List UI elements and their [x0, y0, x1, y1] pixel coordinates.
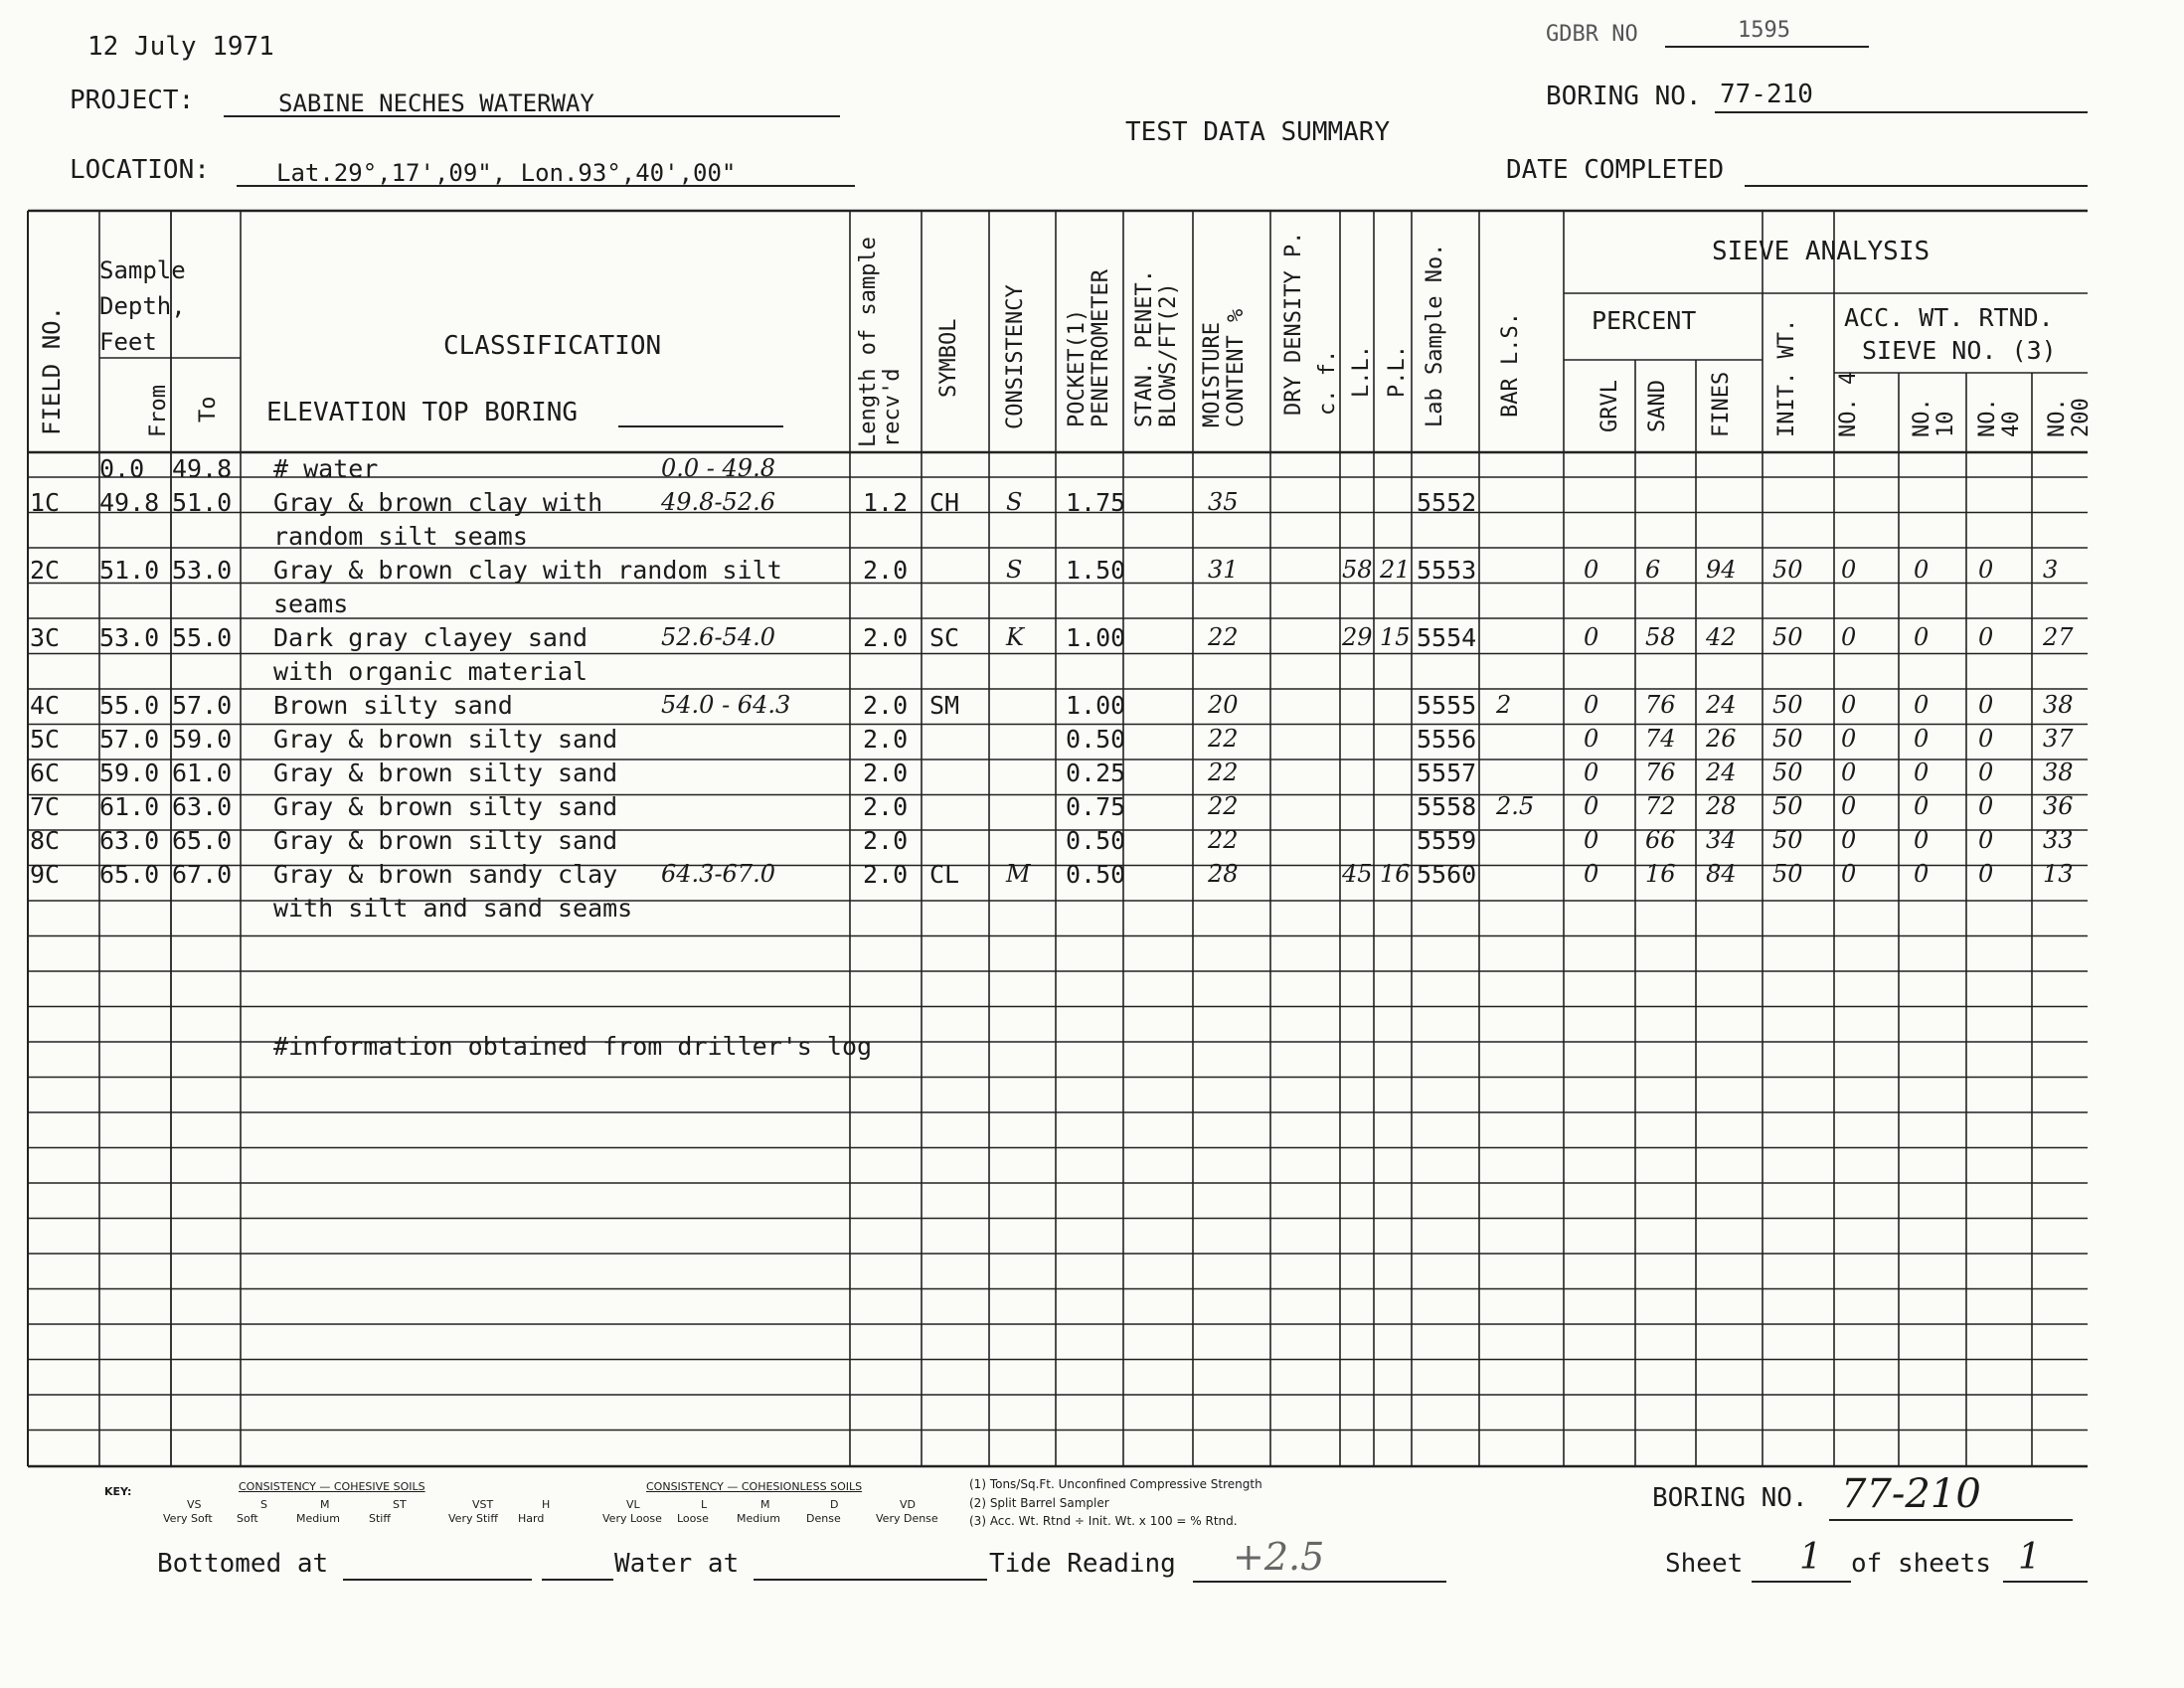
- report-title: TEST DATA SUMMARY: [1125, 117, 1391, 147]
- key-cohesive-name: Very Soft: [163, 1512, 213, 1525]
- cell-cons: K: [1006, 623, 1024, 651]
- cell-pocket: 0.50: [1066, 860, 1126, 889]
- header-from: From: [146, 385, 171, 437]
- cell-len: 2.0: [863, 860, 909, 889]
- header-ll: L.L.: [1349, 345, 1374, 398]
- cell-n4: 0: [1841, 691, 1857, 719]
- cell-moist: 22: [1208, 759, 1239, 786]
- cell-len: 2.0: [863, 725, 909, 754]
- cell-moist: 28: [1208, 860, 1239, 888]
- cell-moist: 22: [1208, 725, 1239, 753]
- cell-ll: 58: [1342, 556, 1373, 584]
- cell-to: 61.0: [172, 759, 233, 787]
- cell-lab: 5557: [1417, 759, 1477, 787]
- cell-sand: 16: [1645, 860, 1676, 888]
- cell-field: 3C: [30, 623, 61, 652]
- cell-n200: 37: [2043, 725, 2074, 753]
- cell-desc: # water: [273, 454, 379, 483]
- of-sheets-value: 1: [2018, 1537, 2041, 1578]
- cell-to: 57.0: [172, 691, 233, 720]
- cell-sym: CH: [929, 488, 960, 517]
- key-cohesionless-abbr: L: [701, 1498, 708, 1511]
- header-grvl: GRVL: [1597, 380, 1622, 432]
- cell-pl: 16: [1380, 860, 1411, 888]
- cell-from: 55.0: [99, 691, 160, 720]
- header-fines: FINES: [1709, 371, 1734, 437]
- cell-desc: random silt seams: [273, 522, 528, 551]
- cell-lab: 5560: [1417, 860, 1477, 889]
- cell-lab: 5559: [1417, 826, 1477, 855]
- cell-n200: 13: [2043, 860, 2074, 888]
- cell-moist: 31: [1208, 556, 1239, 584]
- header-init-wt: INIT. WT.: [1774, 318, 1799, 437]
- cell-pocket: 0.75: [1066, 792, 1126, 821]
- cell-init: 50: [1772, 725, 1803, 753]
- cell-n40: 0: [1978, 759, 1994, 786]
- cell-moist: 22: [1208, 792, 1239, 820]
- cell-desc: Gray & brown silty sand: [273, 759, 618, 787]
- cell-sym: SC: [929, 623, 960, 652]
- cell-from: 63.0: [99, 826, 160, 855]
- cell-n200: 33: [2043, 826, 2074, 854]
- cell-to: 49.8: [172, 454, 233, 483]
- cell-from: 53.0: [99, 623, 160, 652]
- cell-fines: 84: [1706, 860, 1737, 888]
- cell-bar: 2: [1496, 691, 1512, 719]
- cell-lab: 5552: [1417, 488, 1477, 517]
- cell-n4: 0: [1841, 725, 1857, 753]
- key-cohesionless-title: CONSISTENCY — COHESIONLESS SOILS: [646, 1480, 863, 1493]
- cell-desc: with silt and sand seams: [273, 894, 633, 923]
- cell-fines: 94: [1706, 556, 1737, 584]
- header-moisture: MOISTURE CONTENT %: [1200, 308, 1249, 427]
- cell-n10: 0: [1914, 792, 1930, 820]
- cell-lab: 5556: [1417, 725, 1477, 754]
- cell-fines: 24: [1706, 691, 1737, 719]
- cell-len: 1.2: [863, 488, 909, 517]
- cell-init: 50: [1772, 691, 1803, 719]
- cell-from: 49.8: [99, 488, 160, 517]
- cell-bar: 2.5: [1496, 792, 1535, 820]
- cell-n40: 0: [1978, 725, 1994, 753]
- header-pl: P.L.: [1385, 345, 1410, 398]
- cell-init: 50: [1772, 759, 1803, 786]
- cell-n4: 0: [1841, 623, 1857, 651]
- cell-n10: 0: [1914, 556, 1930, 584]
- key-cohesionless-abbr: VD: [900, 1498, 916, 1511]
- note-2: (2) Split Barrel Sampler: [969, 1496, 1109, 1510]
- cell-lab: 5558: [1417, 792, 1477, 821]
- key-cohesionless-abbr: D: [830, 1498, 839, 1511]
- cell-grvl: 0: [1584, 725, 1599, 753]
- key-cohesionless-abbr: M: [760, 1498, 770, 1511]
- cell-pocket: 1.00: [1066, 623, 1126, 652]
- cell-desc: with organic material: [273, 657, 588, 686]
- key-cohesionless-name: Loose: [677, 1512, 709, 1525]
- cell-pocket: 1.50: [1066, 556, 1126, 585]
- key-cohesive-name: Hard: [518, 1512, 545, 1525]
- cell-to: 59.0: [172, 725, 233, 754]
- cell-n200: 36: [2043, 792, 2074, 820]
- cell-sand: 6: [1645, 556, 1661, 584]
- footer-boring-value: 77-210: [1841, 1471, 1981, 1517]
- cell-ll: 45: [1342, 860, 1373, 888]
- header-bar: BAR L.S.: [1498, 312, 1523, 418]
- cell-desc: Gray & brown clay with: [273, 488, 603, 517]
- key-cohesive-name: Very Stiff: [448, 1512, 498, 1525]
- cell-sand: 72: [1645, 792, 1676, 820]
- header-stan: STAN. PENET. BLOWS/FT(2): [1132, 269, 1181, 427]
- header-acc-wt: ACC. WT. RTND.: [1844, 303, 2054, 332]
- cell-n4: 0: [1841, 759, 1857, 786]
- cell-n10: 0: [1914, 860, 1930, 888]
- header-to: To: [196, 396, 221, 422]
- cell-desc: Gray & brown silty sand: [273, 792, 618, 821]
- sheet-label: Sheet: [1665, 1549, 1744, 1579]
- cell-len: 2.0: [863, 759, 909, 787]
- cell-moist: 22: [1208, 623, 1239, 651]
- cell-to: 53.0: [172, 556, 233, 585]
- cell-desc: seams: [273, 590, 349, 618]
- cell-desc: Dark gray clayey sand: [273, 623, 588, 652]
- cell-init: 50: [1772, 623, 1803, 651]
- cell-desc: Gray & brown silty sand: [273, 826, 618, 855]
- header-no40: NO. 40: [1975, 398, 2024, 437]
- water-label: Water at: [614, 1549, 740, 1579]
- cell-desc-hw: 0.0 - 49.8: [661, 454, 775, 482]
- cell-len: 2.0: [863, 792, 909, 821]
- tide-label: Tide Reading: [989, 1549, 1176, 1579]
- cell-n40: 0: [1978, 623, 1994, 651]
- cell-n4: 0: [1841, 860, 1857, 888]
- cell-grvl: 0: [1584, 759, 1599, 786]
- project-label: PROJECT:: [70, 85, 195, 115]
- project-value: SABINE NECHES WATERWAY: [278, 89, 594, 117]
- key-cohesive-abbr: VS: [187, 1498, 202, 1511]
- cell-sand: 74: [1645, 725, 1676, 753]
- cell-fines: 24: [1706, 759, 1737, 786]
- header-sand: SAND: [1645, 380, 1670, 432]
- key-cohesive-title: CONSISTENCY — COHESIVE SOILS: [239, 1480, 425, 1493]
- cell-len: 2.0: [863, 623, 909, 652]
- cell-cons: M: [1006, 860, 1031, 888]
- cell-desc: Brown silty sand: [273, 691, 513, 720]
- cell-n40: 0: [1978, 860, 1994, 888]
- cell-init: 50: [1772, 860, 1803, 888]
- gdbr-label: GDBR NO: [1546, 22, 1638, 47]
- cell-n10: 0: [1914, 691, 1930, 719]
- cell-desc-hw: 49.8-52.6: [661, 488, 775, 516]
- cell-pocket: 0.25: [1066, 759, 1126, 787]
- cell-desc: Gray & brown sandy clay: [273, 860, 618, 889]
- cell-grvl: 0: [1584, 623, 1599, 651]
- cell-lab: 5555: [1417, 691, 1477, 720]
- cell-to: 55.0: [172, 623, 233, 652]
- cell-moist: 20: [1208, 691, 1239, 719]
- cell-pl: 21: [1380, 556, 1411, 584]
- key-cohesionless-name: Medium: [737, 1512, 780, 1525]
- cell-grvl: 0: [1584, 691, 1599, 719]
- cell-to: 51.0: [172, 488, 233, 517]
- footer-boring-label: BORING NO.: [1652, 1483, 1808, 1513]
- cell-field: 6C: [30, 759, 61, 787]
- cell-sand: 66: [1645, 826, 1676, 854]
- cell-n40: 0: [1978, 691, 1994, 719]
- cell-desc-hw: 52.6-54.0: [661, 623, 775, 651]
- cell-from: 65.0: [99, 860, 160, 889]
- cell-n200: 38: [2043, 759, 2074, 786]
- note-1: (1) Tons/Sq.Ft. Unconfined Compressive Strength: [969, 1477, 1262, 1491]
- cell-init: 50: [1772, 556, 1803, 584]
- cell-pl: 15: [1380, 623, 1411, 651]
- cell-cons: S: [1006, 556, 1023, 584]
- cell-len: 2.0: [863, 691, 909, 720]
- boring-value: 77-210: [1720, 80, 1813, 109]
- header-field-no: FIELD NO.: [38, 305, 66, 435]
- cell-n200: 27: [2043, 623, 2074, 651]
- cell-fines: 28: [1706, 792, 1737, 820]
- header-no4: NO. 4: [1836, 371, 1861, 437]
- cell-sym: SM: [929, 691, 960, 720]
- key-cohesionless-name: Very Dense: [876, 1512, 938, 1525]
- tide-value: +2.5: [1233, 1535, 1325, 1579]
- gdbr-value: 1595: [1738, 18, 1790, 43]
- cell-moist: 35: [1208, 488, 1239, 516]
- cell-n200: 3: [2043, 556, 2059, 584]
- header-elevation: ELEVATION TOP BORING: [266, 398, 579, 427]
- cell-grvl: 0: [1584, 556, 1599, 584]
- cell-desc-hw: 54.0 - 64.3: [661, 691, 791, 719]
- cell-from: 0.0: [99, 454, 145, 483]
- cell-sand: 76: [1645, 691, 1676, 719]
- cell-n10: 0: [1914, 725, 1930, 753]
- key-cohesionless-abbr: VL: [626, 1498, 640, 1511]
- header-dry-density: DRY DENSITY P. c. f.: [1281, 231, 1340, 416]
- cell-n40: 0: [1978, 792, 1994, 820]
- key-cohesive-name: Soft: [237, 1512, 258, 1525]
- boring-label: BORING NO.: [1546, 82, 1702, 111]
- key-cohesive-abbr: H: [542, 1498, 551, 1511]
- key-cohesionless-name: Very Loose: [602, 1512, 662, 1525]
- cell-len: 2.0: [863, 556, 909, 585]
- bottomed-label: Bottomed at: [157, 1549, 329, 1579]
- key-cohesive-abbr: ST: [393, 1498, 407, 1511]
- key-cohesive-name: Stiff: [369, 1512, 391, 1525]
- cell-n40: 0: [1978, 556, 1994, 584]
- of-sheets-label: of sheets: [1851, 1549, 1991, 1579]
- cell-n4: 0: [1841, 826, 1857, 854]
- cell-ll: 29: [1342, 623, 1373, 651]
- cell-field: 9C: [30, 860, 61, 889]
- cell-grvl: 0: [1584, 860, 1599, 888]
- location-label: LOCATION:: [70, 155, 210, 185]
- cell-n10: 0: [1914, 826, 1930, 854]
- cell-field: 8C: [30, 826, 61, 855]
- cell-sand: 58: [1645, 623, 1676, 651]
- cell-n4: 0: [1841, 792, 1857, 820]
- cell-lab: 5553: [1417, 556, 1477, 585]
- date-completed-label: DATE COMPLETED: [1506, 155, 1725, 185]
- note-3: (3) Acc. Wt. Rtnd ÷ Init. Wt. x 100 = % Rtnd.: [969, 1514, 1238, 1528]
- cell-from: 57.0: [99, 725, 160, 754]
- cell-to: 63.0: [172, 792, 233, 821]
- cell-field: 2C: [30, 556, 61, 585]
- cell-n10: 0: [1914, 623, 1930, 651]
- header-no200: NO. 200: [2045, 398, 2094, 437]
- cell-from: 59.0: [99, 759, 160, 787]
- header-sample-depth: Sample Depth, Feet: [99, 256, 186, 356]
- cell-n40: 0: [1978, 826, 1994, 854]
- cell-from: 61.0: [99, 792, 160, 821]
- header-percent: PERCENT: [1592, 306, 1697, 335]
- cell-fines: 34: [1706, 826, 1737, 854]
- header-sieve: SIEVE ANALYSIS: [1712, 237, 1931, 266]
- cell-n4: 0: [1841, 556, 1857, 584]
- header-consistency: CONSISTENCY: [1003, 284, 1028, 429]
- cell-n200: 38: [2043, 691, 2074, 719]
- cell-to: 65.0: [172, 826, 233, 855]
- header-sieve-no: SIEVE NO. (3): [1862, 336, 2057, 365]
- cell-sym: CL: [929, 860, 960, 889]
- location-value: Lat.29°,17',09", Lon.93°,40',00": [276, 159, 737, 187]
- key-cohesive-abbr: VST: [472, 1498, 494, 1511]
- cell-desc: Gray & brown clay with random silt: [273, 556, 782, 585]
- cell-pocket: 1.00: [1066, 691, 1126, 720]
- cell-moist: 22: [1208, 826, 1239, 854]
- cell-field: 4C: [30, 691, 61, 720]
- key-cohesionless-name: Dense: [806, 1512, 841, 1525]
- header-symbol: SYMBOL: [936, 318, 961, 398]
- cell-field: 5C: [30, 725, 61, 754]
- cell-init: 50: [1772, 826, 1803, 854]
- sheet-value: 1: [1799, 1537, 1822, 1578]
- cell-cons: S: [1006, 488, 1023, 516]
- header-no10: NO. 10: [1910, 398, 1958, 437]
- report-date: 12 July 1971: [87, 32, 274, 62]
- header-lab: Lab Sample No.: [1423, 243, 1447, 427]
- cell-pocket: 1.75: [1066, 488, 1126, 517]
- cell-field: 7C: [30, 792, 61, 821]
- header-classification: CLASSIFICATION: [443, 331, 662, 361]
- key-cohesive-abbr: M: [320, 1498, 330, 1511]
- header-pocket: POCKET(1) PENETROMETER: [1065, 269, 1113, 427]
- key-cohesive-name: Medium: [296, 1512, 340, 1525]
- key-cohesive-abbr: S: [260, 1498, 267, 1511]
- cell-lab: 5554: [1417, 623, 1477, 652]
- cell-init: 50: [1772, 792, 1803, 820]
- cell-from: 51.0: [99, 556, 160, 585]
- cell-n10: 0: [1914, 759, 1930, 786]
- cell-pocket: 0.50: [1066, 826, 1126, 855]
- cell-grvl: 0: [1584, 826, 1599, 854]
- cell-desc-hw: 64.3-67.0: [661, 860, 775, 888]
- cell-to: 67.0: [172, 860, 233, 889]
- header-length: Length of sample recv'd: [856, 237, 905, 447]
- cell-field: 1C: [30, 488, 61, 517]
- cell-fines: 42: [1706, 623, 1737, 651]
- cell-len: 2.0: [863, 826, 909, 855]
- key-label: KEY:: [104, 1485, 132, 1498]
- footnote: #information obtained from driller's log: [273, 1032, 873, 1061]
- cell-fines: 26: [1706, 725, 1737, 753]
- cell-sand: 76: [1645, 759, 1676, 786]
- cell-pocket: 0.50: [1066, 725, 1126, 754]
- cell-grvl: 0: [1584, 792, 1599, 820]
- cell-desc: Gray & brown silty sand: [273, 725, 618, 754]
